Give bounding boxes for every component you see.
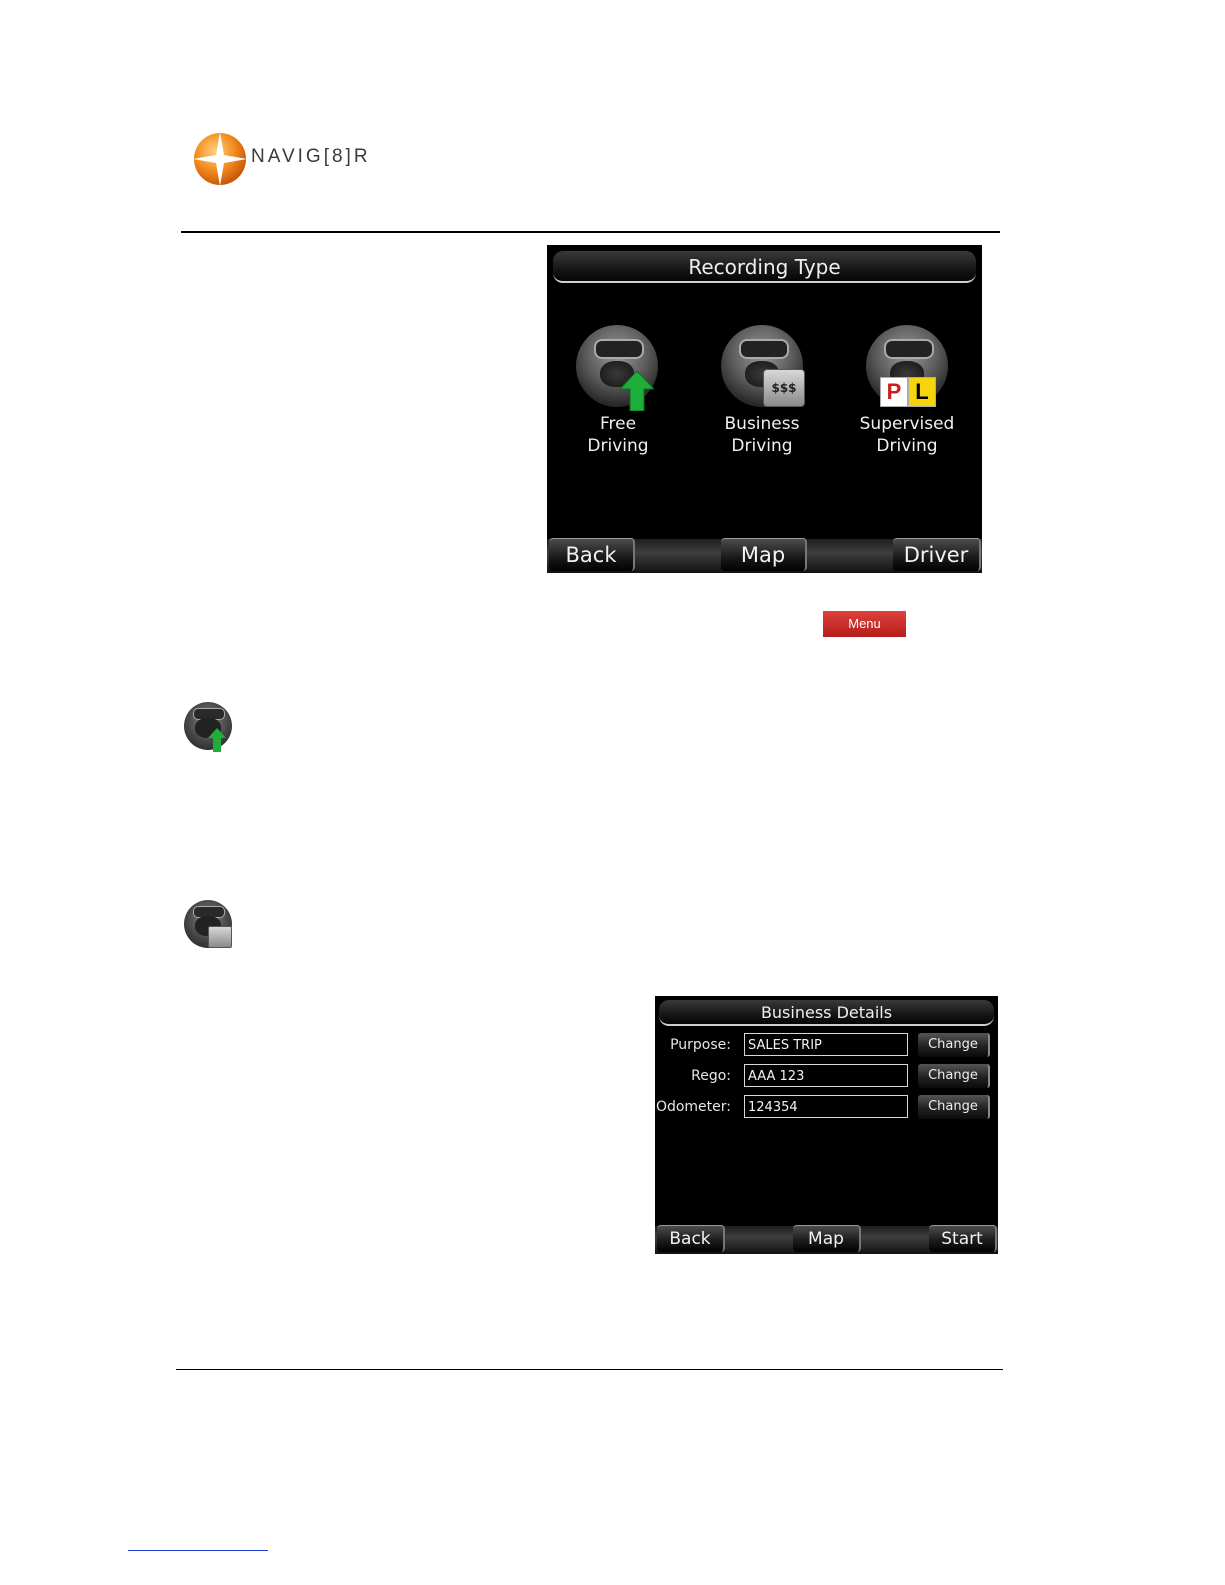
footer-link-underline[interactable] xyxy=(128,1549,268,1551)
map-button[interactable]: Map xyxy=(721,538,807,571)
purpose-change-button[interactable]: Change xyxy=(918,1033,990,1057)
option-label: Supervised Driving xyxy=(859,414,955,456)
back-button[interactable]: Back xyxy=(657,1225,725,1252)
odometer-label: Odometer: xyxy=(655,1099,731,1115)
l-plate-icon: L xyxy=(908,377,936,407)
footer-divider xyxy=(176,1369,1003,1370)
option-label: Business Driving xyxy=(724,414,800,456)
rego-label: Rego: xyxy=(691,1068,731,1084)
map-button[interactable]: Map xyxy=(793,1225,861,1252)
business-driving-small-icon xyxy=(184,900,232,948)
screen-title: Recording Type xyxy=(688,255,841,279)
screen-title: Business Details xyxy=(760,1003,893,1022)
recording-type-screen xyxy=(547,245,982,573)
menu-button[interactable]: Menu xyxy=(823,611,906,637)
driver-button[interactable]: Driver xyxy=(893,538,981,571)
steering-wheel-pl-plates-icon xyxy=(866,325,948,407)
briefcase-icon: $$$ xyxy=(763,369,805,407)
start-button[interactable]: Start xyxy=(929,1225,997,1252)
rego-change-button[interactable]: Change xyxy=(918,1064,990,1088)
compass-logo-icon xyxy=(193,130,251,188)
screen-title-bar xyxy=(553,251,976,283)
steering-wheel-green-arrow-icon xyxy=(576,325,658,407)
odometer-field[interactable]: 124354 xyxy=(744,1095,908,1118)
free-driving-small-icon xyxy=(184,702,232,750)
rego-field[interactable]: AAA 123 xyxy=(744,1064,908,1087)
purpose-label: Purpose: xyxy=(670,1037,731,1053)
option-label: Free Driving xyxy=(587,414,649,456)
header-divider xyxy=(181,231,1000,233)
back-button[interactable]: Back xyxy=(549,538,635,571)
odometer-change-button[interactable]: Change xyxy=(918,1095,990,1119)
purpose-field[interactable]: SALES TRIP xyxy=(744,1033,908,1056)
screen-title-bar xyxy=(659,1000,994,1026)
p-plate-icon: P xyxy=(880,377,908,407)
steering-wheel-briefcase-icon xyxy=(721,325,803,407)
logo-wordmark: NAVIG[8]R xyxy=(251,146,371,167)
business-details-screen xyxy=(655,996,998,1254)
